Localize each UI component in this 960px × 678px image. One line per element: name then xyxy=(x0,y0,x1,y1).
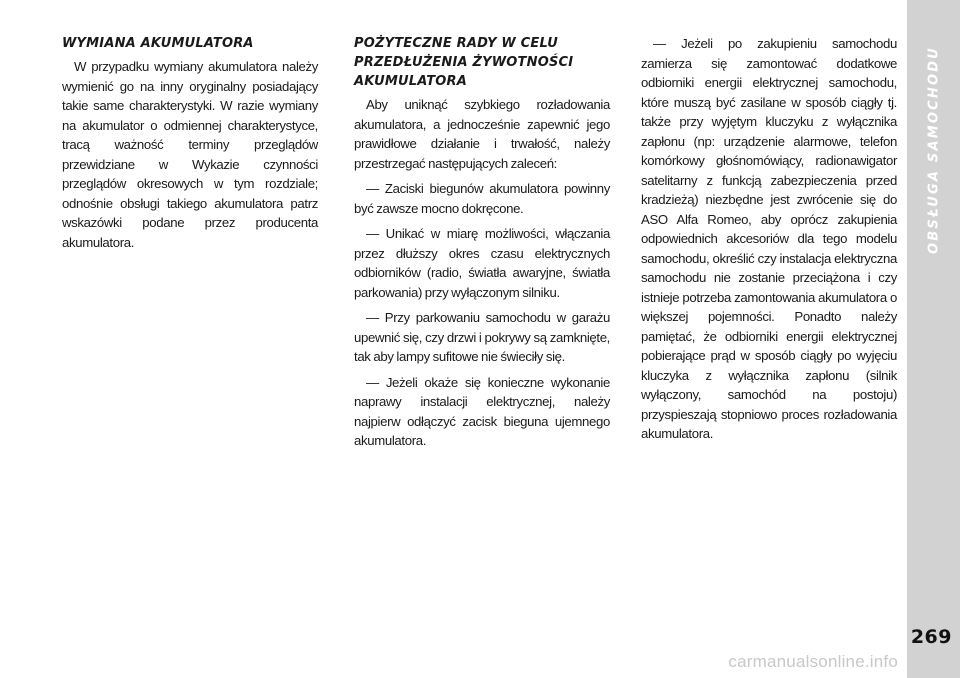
watermark: carmanualsonline.info xyxy=(728,652,898,671)
paragraph: — Unikać w miarę możliwości, włączania przez dłuższy okres czasu elektrycznych odbiorników (radio, światła awaryjne, światła parkowania) przy wyłączonym silniku. xyxy=(354,226,610,300)
paragraph: — Jeżeli po zakupieniu samochodu zamierza się zamontować dodatkowe odbiorniki energii elektrycznej samochodu, które muszą być zasilane w sposób ciągły tj. także przy wyjętym kluczyku z wyłącznika zapłonu (np: urządzenie alarmowe, telefon komórkowy głośnomówiący, radionawigator satelitarny z funkcją zabezpieczenia przed kradzieżą) niezbędne jest zwrócenie się do ASO Alfa Romeo, aby oprócz zakupienia odpowiednich akcesoriów dla tego modelu samochodu, określić czy instalacja elektryczna samochodu nie zostanie przeciążona i czy istnieje potrzeba zamontowania akumulatora o większej pojemności. Ponadto należy pamiętać, że odbiorniki energii elektrycznej pobierające prąd w sposób ciągły po wyjęciu kluczyka z wyłącznika zapłonu (silnik wyłączony, samochód na postoju) przyspieszają stopniowo proces rozładowania akumulatora. xyxy=(641,36,897,441)
section-heading-battery-tips: POŻYTECZNE RADY W CELU PRZEDŁUŻENIA ŻYWOTNOŚCI AKUMULATORA xyxy=(354,36,574,89)
chapter-label-text: OBSŁUGA SAMOCHODU xyxy=(926,46,941,254)
column-right xyxy=(641,34,897,450)
column-middle xyxy=(354,34,610,457)
page-number: 269 xyxy=(910,626,952,648)
paragraph: Aby uniknąć szybkiego rozładowania akumulatora, a jednocześnie zapewnić jego prawidłowe działanie i trwałość, należy przestrzegać następujących zaleceń: xyxy=(354,97,610,171)
paragraph: — Przy parkowaniu samochodu w garażu upewnić się, czy drzwi i pokrywy są zamknięte, tak aby lampy sufitowe nie świeciły się. xyxy=(354,310,610,364)
section-heading-battery-replacement: WYMIANA AKUMULATORA xyxy=(62,36,254,51)
column-left xyxy=(62,34,318,258)
paragraph: — Jeżeli okaże się konieczne wykonanie naprawy instalacji elektrycznej, należy najpierw odłączyć zacisk bieguna ujemnego akumulatora. xyxy=(354,374,610,448)
paragraph: W przypadku wymiany akumulatora należy wymienić go na inny oryginalny posiadający takie same charakterystyki. W razie wymiany na akumulator o odmiennej charakterystyce, tracą ważność terminy przeglądów przewidziane w Wykazie czynności przeglądów okresowych w tym rozdziale; odnośnie obsługi takiego akumulatora patrz wskazówki podane przez producenta akumulatora. xyxy=(62,59,318,250)
chapter-side-tab xyxy=(907,0,960,678)
paragraph: — Zaciski biegunów akumulatora powinny być zawsze mocno dokręcone. xyxy=(354,181,610,216)
